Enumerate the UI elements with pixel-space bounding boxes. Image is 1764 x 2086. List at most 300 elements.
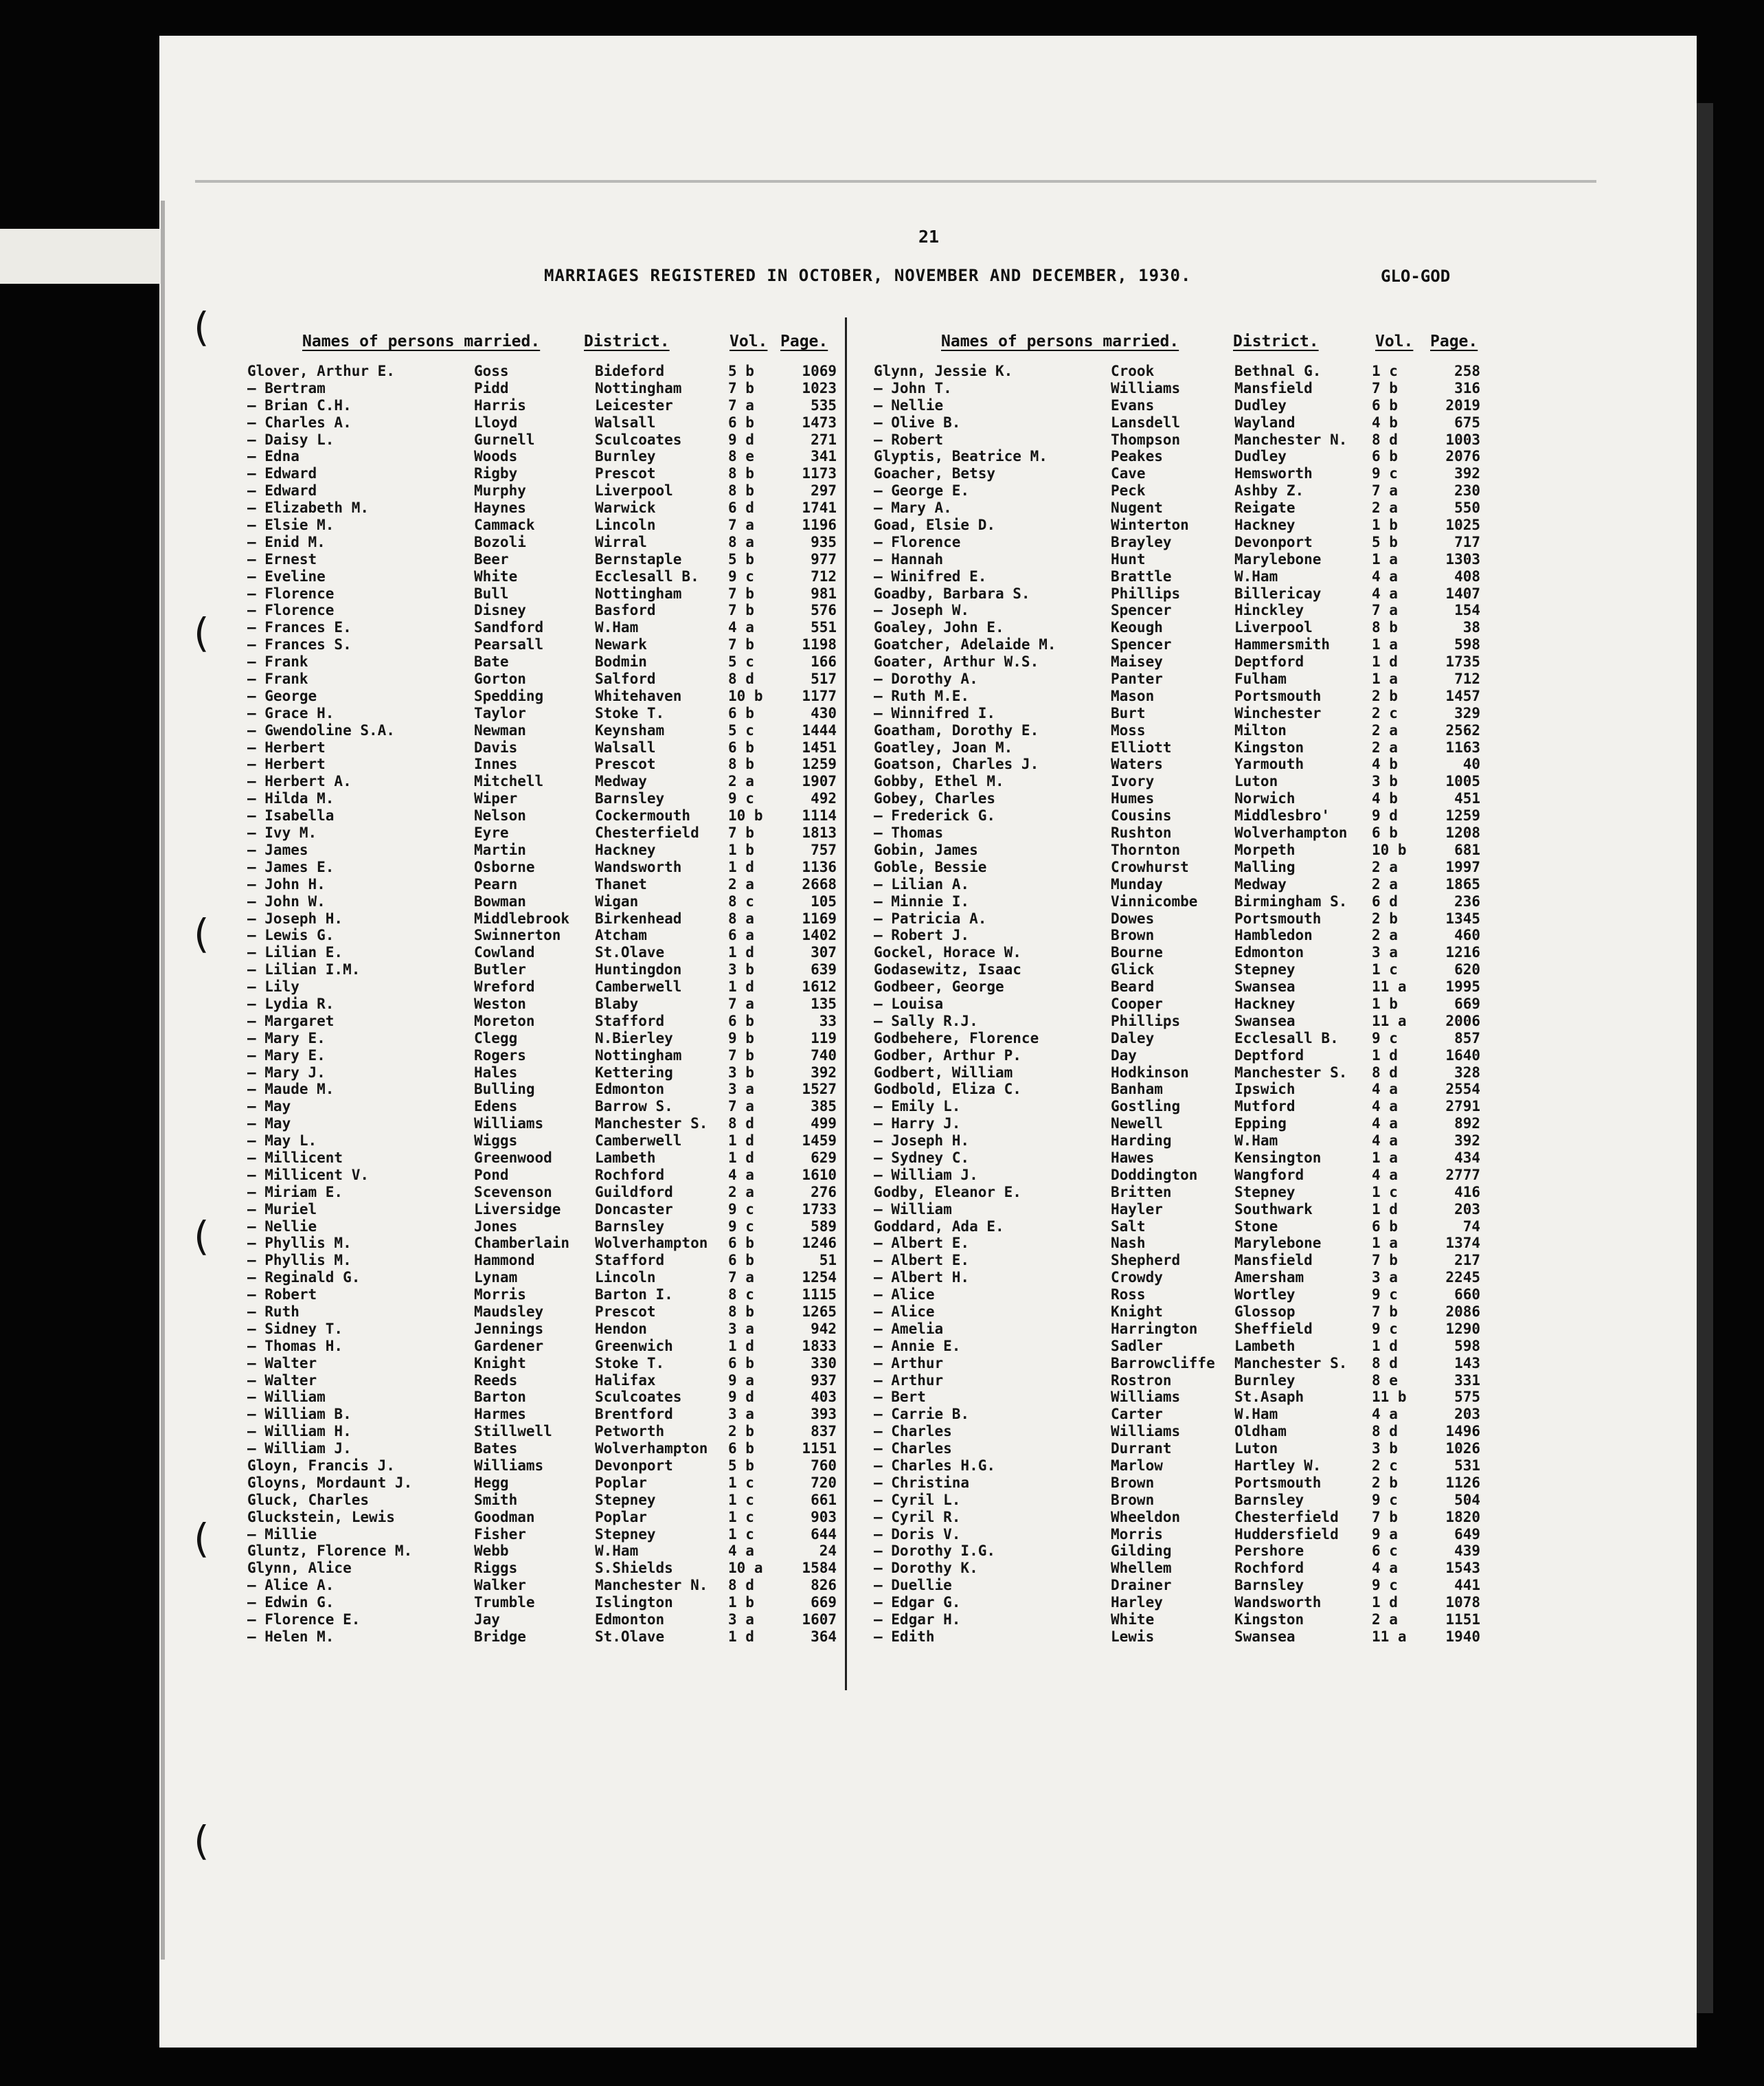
- entry-spouse-surname: Shepherd: [1111, 1252, 1181, 1269]
- entry-volume: 8 e: [1372, 1371, 1398, 1389]
- entry-name: — Thomas H.: [247, 1337, 343, 1354]
- entry-page: 1208: [1445, 825, 1480, 842]
- entry-district: Hemsworth: [1234, 465, 1313, 482]
- entry-spouse-surname: Morris: [1111, 1525, 1163, 1543]
- entry-volume: 3 b: [1372, 773, 1398, 790]
- entry-page: 1126: [1445, 1474, 1480, 1491]
- entry-name: — Dorothy I.G.: [874, 1543, 996, 1560]
- entry-spouse-surname: Goodman: [474, 1508, 535, 1525]
- entry-volume: 6 a: [728, 927, 754, 944]
- entry-district: Kingston: [1234, 1611, 1304, 1628]
- entry-page: 857: [1454, 1029, 1480, 1046]
- entry-name: — Lilian A.: [874, 875, 970, 893]
- entry-volume: 2 b: [728, 1423, 754, 1440]
- entry-spouse-surname: Dowes: [1111, 910, 1155, 927]
- entry-volume: 2 a: [1372, 721, 1398, 739]
- entry-volume: 2 b: [1372, 687, 1398, 704]
- entry-name: — Albert H.: [874, 1269, 970, 1286]
- entry-volume: 10 b: [728, 687, 763, 704]
- entry-spouse-surname: Barrowcliffe: [1111, 1354, 1215, 1371]
- entry-district: Prescot: [595, 465, 656, 482]
- entry-page: 329: [1454, 704, 1480, 721]
- entry-volume: 5 c: [728, 653, 754, 671]
- entry-name: — Gwendoline S.A.: [247, 721, 395, 739]
- entry-volume: 6 b: [728, 1012, 754, 1029]
- entry-name: — Sally R.J.: [874, 1012, 978, 1029]
- entry-district: Hartley W.: [1234, 1457, 1322, 1474]
- entry-spouse-surname: Gilding: [1111, 1543, 1172, 1560]
- entry-district: Barnsley: [1234, 1577, 1304, 1594]
- entry-name: Godasewitz, Isaac: [874, 961, 1021, 978]
- entry-name: — Helen M.: [247, 1628, 335, 1645]
- entry-page: 1151: [1445, 1611, 1480, 1628]
- entry-name: — Frances E.: [247, 619, 352, 636]
- entry-page: 2562: [1445, 721, 1480, 739]
- entry-name: — Dorothy K.: [874, 1560, 978, 1577]
- entry-district: Glossop: [1234, 1303, 1296, 1320]
- entry-district: Stoke T.: [595, 1354, 665, 1371]
- entry-name: — Alice A.: [247, 1577, 335, 1594]
- entry-name: Glover, Arthur E.: [247, 363, 395, 379]
- entry-name: — Bert: [874, 1389, 926, 1406]
- entry-spouse-surname: Spencer: [1111, 636, 1172, 653]
- entry-district: Rochford: [595, 1166, 665, 1183]
- entry-page: 297: [811, 482, 837, 500]
- entry-volume: 2 a: [1372, 739, 1398, 756]
- entry-spouse-surname: Harding: [1111, 1132, 1172, 1149]
- entry-name: — Reginald G.: [247, 1269, 361, 1286]
- entry-spouse-surname: Ivory: [1111, 773, 1155, 790]
- entry-volume: 9 a: [1372, 1525, 1398, 1543]
- entry-district: Nottingham: [595, 379, 682, 396]
- entry-name: — Charles: [874, 1440, 952, 1457]
- entry-page: 1115: [802, 1286, 837, 1303]
- entry-spouse-surname: Hammond: [474, 1252, 535, 1269]
- entry-page: 598: [1454, 1337, 1480, 1354]
- entry-page: 1023: [802, 379, 837, 396]
- entry-volume: 6 b: [728, 1440, 754, 1457]
- entry-page: 717: [1454, 533, 1480, 550]
- entry-spouse-surname: Reeds: [474, 1371, 518, 1389]
- entry-district: Portsmouth: [1234, 910, 1322, 927]
- entry-volume: 7 b: [1372, 1252, 1398, 1269]
- entry-spouse-surname: Osborne: [474, 858, 535, 875]
- entry-page: 1025: [1445, 517, 1480, 534]
- entry-page: 1003: [1445, 431, 1480, 448]
- header-district: District.: [1233, 333, 1319, 350]
- entry-spouse-surname: Doddington: [1111, 1166, 1198, 1183]
- entry-district: Hambledon: [1234, 927, 1313, 944]
- entry-spouse-surname: Wiper: [474, 790, 518, 807]
- entry-name: — Alice: [874, 1303, 935, 1320]
- entry-district: Southwark: [1234, 1200, 1313, 1218]
- entry-volume: 8 b: [728, 1303, 754, 1320]
- entry-page: 1303: [1445, 550, 1480, 568]
- entry-volume: 1 b: [728, 841, 754, 858]
- entry-name: Goble, Bessie: [874, 858, 987, 875]
- entry-volume: 6 b: [1372, 825, 1398, 842]
- entry-page: 1813: [802, 825, 837, 842]
- entry-name: — George E.: [874, 482, 970, 500]
- entry-spouse-surname: Lewis: [1111, 1628, 1155, 1645]
- entry-name: — Olive B.: [874, 414, 961, 431]
- entry-spouse-surname: Peakes: [1111, 448, 1163, 465]
- entry-volume: 1 d: [728, 978, 754, 996]
- entry-volume: 1 c: [728, 1474, 754, 1491]
- entry-district: Portsmouth: [1234, 687, 1322, 704]
- entry-district: Ashby Z.: [1234, 482, 1304, 500]
- entry-district: Hackney: [595, 841, 656, 858]
- entry-volume: 11 b: [1372, 1389, 1407, 1406]
- entry-page: 1246: [802, 1235, 837, 1252]
- entry-volume: 2 a: [728, 875, 754, 893]
- entry-page: 576: [811, 602, 837, 619]
- entry-page: 661: [811, 1491, 837, 1508]
- entry-name: Goacher, Betsy: [874, 465, 996, 482]
- entry-volume: 8 a: [728, 533, 754, 550]
- entry-volume: 7 a: [728, 1098, 754, 1115]
- entry-spouse-surname: Vinnicombe: [1111, 893, 1198, 910]
- entry-spouse-surname: Fisher: [474, 1525, 526, 1543]
- entry-volume: 6 b: [1372, 1218, 1398, 1235]
- entry-spouse-surname: Gostling: [1111, 1098, 1181, 1115]
- entry-district: Poplar: [595, 1508, 647, 1525]
- entry-page: 1402: [802, 927, 837, 944]
- entry-page: 328: [1454, 1064, 1480, 1081]
- entry-name: — Herbert A.: [247, 773, 352, 790]
- entry-page: 757: [811, 841, 837, 858]
- entry-volume: 2 c: [1372, 1457, 1398, 1474]
- entry-district: Wandsworth: [1234, 1594, 1322, 1611]
- entry-volume: 5 c: [728, 721, 754, 739]
- entry-volume: 3 a: [728, 1406, 754, 1423]
- entry-volume: 6 b: [728, 414, 754, 431]
- entry-volume: 6 b: [1372, 448, 1398, 465]
- entry-district: Bideford: [595, 363, 665, 379]
- entry-district: Reigate: [1234, 500, 1296, 517]
- entry-volume: 4 a: [728, 1166, 754, 1183]
- entry-name: Gloyns, Mordaunt J.: [247, 1474, 413, 1491]
- entry-name: — Charles A.: [247, 414, 352, 431]
- entry-page: 1607: [802, 1611, 837, 1628]
- entry-district: Manchester N.: [595, 1577, 708, 1594]
- entry-volume: 3 b: [1372, 1440, 1398, 1457]
- entry-page: 1216: [1445, 944, 1480, 961]
- entry-spouse-surname: Cooper: [1111, 995, 1163, 1012]
- entry-name: — Edna: [247, 448, 299, 465]
- entry-page: 1995: [1445, 978, 1480, 996]
- binding-ring: (: [194, 1817, 210, 1864]
- entry-name: — Charles: [874, 1423, 952, 1440]
- entry-page: 629: [811, 1149, 837, 1166]
- entry-spouse-surname: Innes: [474, 756, 518, 773]
- entry-district: Newark: [595, 636, 647, 653]
- register-page: [159, 36, 1697, 2048]
- entry-page: 2076: [1445, 448, 1480, 465]
- entry-district: Thanet: [595, 875, 647, 893]
- entry-page: 551: [811, 619, 837, 636]
- entry-volume: 2 a: [1372, 500, 1398, 517]
- entry-district: St.Olave: [595, 944, 665, 961]
- entry-page: 1833: [802, 1337, 837, 1354]
- entry-page: 589: [811, 1218, 837, 1235]
- entry-spouse-surname: Crook: [1111, 363, 1155, 379]
- entry-name: — Joseph W.: [874, 602, 970, 619]
- entry-name: Gluckstein, Lewis: [247, 1508, 395, 1525]
- entry-volume: 2 b: [1372, 1474, 1398, 1491]
- entry-spouse-surname: Morris: [474, 1286, 526, 1303]
- entry-spouse-surname: Williams: [1111, 1423, 1181, 1440]
- entry-district: W.Ham: [595, 1543, 639, 1560]
- entry-name: — Patricia A.: [874, 910, 987, 927]
- entry-volume: 8 b: [728, 756, 754, 773]
- entry-name: — Herbert: [247, 739, 326, 756]
- entry-spouse-surname: Winterton: [1111, 517, 1189, 534]
- entry-name: — Annie E.: [874, 1337, 961, 1354]
- entry-page: 258: [1454, 363, 1480, 379]
- entry-spouse-surname: Newman: [474, 721, 526, 739]
- entry-district: Camberwell: [595, 1132, 682, 1149]
- entry-name: — Florence: [247, 585, 335, 602]
- entry-spouse-surname: Knight: [474, 1354, 526, 1371]
- entry-page: 105: [811, 893, 837, 910]
- entry-page: 669: [811, 1594, 837, 1611]
- entry-district: Basford: [595, 602, 656, 619]
- entry-volume: 5 b: [728, 550, 754, 568]
- entry-name: — George: [247, 687, 317, 704]
- entry-district: Kingston: [1234, 739, 1304, 756]
- entry-volume: 3 a: [1372, 944, 1398, 961]
- entry-volume: 6 c: [1372, 1543, 1398, 1560]
- entry-name: — Millie: [247, 1525, 317, 1543]
- entry-volume: 8 e: [728, 448, 754, 465]
- entry-spouse-surname: Moreton: [474, 1012, 535, 1029]
- entry-page: 1069: [802, 363, 837, 379]
- entry-district: Winchester: [1234, 704, 1322, 721]
- entry-district: W.Ham: [1234, 1132, 1278, 1149]
- entry-name: Glynn, Jessie K.: [874, 363, 1013, 379]
- entry-page: 1198: [802, 636, 837, 653]
- entry-district: Cockermouth: [595, 807, 691, 825]
- entry-district: W.Ham: [1234, 568, 1278, 585]
- entry-volume: 1 d: [728, 944, 754, 961]
- binding-ring: (: [194, 1515, 210, 1562]
- entry-district: Lincoln: [595, 517, 656, 534]
- entry-spouse-surname: Pearn: [474, 875, 518, 893]
- entry-spouse-surname: Rushton: [1111, 825, 1172, 842]
- entry-page: 166: [811, 653, 837, 671]
- entry-name: — Mary E.: [247, 1046, 326, 1064]
- entry-volume: 7 a: [728, 396, 754, 414]
- header-page: Page.: [780, 333, 828, 350]
- entry-page: 2019: [1445, 396, 1480, 414]
- entry-spouse-surname: Harrington: [1111, 1320, 1198, 1337]
- entry-district: Epping: [1234, 1115, 1287, 1132]
- entry-spouse-surname: Woods: [474, 448, 518, 465]
- entry-name: — Arthur: [874, 1354, 944, 1371]
- header-district: District.: [584, 333, 670, 350]
- entry-volume: 1 d: [728, 1149, 754, 1166]
- entry-spouse-surname: Cave: [1111, 465, 1146, 482]
- entry-district: Prescot: [595, 1303, 656, 1320]
- entry-volume: 3 a: [1372, 1269, 1398, 1286]
- entry-volume: 4 b: [1372, 790, 1398, 807]
- binding-tab: [0, 229, 159, 284]
- entry-name: — Ivy M.: [247, 825, 317, 842]
- entry-name: — Lilian E.: [247, 944, 343, 961]
- page-title: MARRIAGES REGISTERED IN OCTOBER, NOVEMBER AND DECEMBER, 1930.: [544, 266, 1192, 285]
- entry-district: Barnsley: [1234, 1491, 1304, 1508]
- entry-page: 51: [819, 1252, 837, 1269]
- entry-district: Barnsley: [595, 790, 665, 807]
- entry-volume: 7 b: [728, 585, 754, 602]
- entry-spouse-surname: Brattle: [1111, 568, 1172, 585]
- entry-page: 1259: [802, 756, 837, 773]
- entry-page: 499: [811, 1115, 837, 1132]
- entry-district: Whitehaven: [595, 687, 682, 704]
- entry-page: 1612: [802, 978, 837, 996]
- entry-district: Portsmouth: [1234, 1474, 1322, 1491]
- entry-volume: 4 a: [1372, 1166, 1398, 1183]
- entry-volume: 9 a: [728, 1371, 754, 1389]
- entry-name: — Thomas: [874, 825, 944, 842]
- entry-district: Luton: [1234, 1440, 1278, 1457]
- entry-volume: 1 d: [728, 1337, 754, 1354]
- entry-district: Greenwich: [595, 1337, 673, 1354]
- entry-spouse-surname: Spedding: [474, 687, 544, 704]
- entry-spouse-surname: Brown: [1111, 1491, 1155, 1508]
- entry-district: Mutford: [1234, 1098, 1296, 1115]
- entry-volume: 8 d: [728, 1577, 754, 1594]
- entry-spouse-surname: Bulling: [474, 1081, 535, 1098]
- entry-name: — Albert E.: [874, 1252, 970, 1269]
- entry-volume: 9 c: [1372, 1577, 1398, 1594]
- entry-district: Bethnal G.: [1234, 363, 1322, 379]
- entry-volume: 2 c: [1372, 704, 1398, 721]
- entry-spouse-surname: Moss: [1111, 721, 1146, 739]
- entry-district: Sheffield: [1234, 1320, 1313, 1337]
- entry-page: 1173: [802, 465, 837, 482]
- entry-district: W.Ham: [595, 619, 639, 636]
- entry-page: 408: [1454, 568, 1480, 585]
- entry-spouse-surname: Jennings: [474, 1320, 544, 1337]
- entry-name: — William: [874, 1200, 952, 1218]
- entry-name: — Winnifred I.: [874, 704, 996, 721]
- entry-spouse-surname: Middlebrook: [474, 910, 570, 927]
- entry-district: Nottingham: [595, 1046, 682, 1064]
- entry-name: — Florence: [247, 602, 335, 619]
- entry-page: 1584: [802, 1560, 837, 1577]
- entry-volume: 6 b: [728, 739, 754, 756]
- entry-name: — Robert J.: [874, 927, 970, 944]
- entry-page: 1169: [802, 910, 837, 927]
- entry-district: Wirral: [595, 533, 647, 550]
- entry-name: — Alice: [874, 1286, 935, 1303]
- entry-name: — Walter: [247, 1371, 317, 1389]
- entry-district: W.Ham: [1234, 1406, 1278, 1423]
- entry-district: Walsall: [595, 414, 656, 431]
- entry-page: 40: [1462, 756, 1480, 773]
- entry-name: — Enid M.: [247, 533, 326, 550]
- entry-spouse-surname: Spencer: [1111, 602, 1172, 619]
- entry-page: 492: [811, 790, 837, 807]
- entry-spouse-surname: Panter: [1111, 671, 1163, 688]
- entry-spouse-surname: Bozoli: [474, 533, 526, 550]
- entry-district: Wolverhampton: [595, 1440, 708, 1457]
- entry-district: Blaby: [595, 995, 639, 1012]
- entry-name: — Amelia: [874, 1320, 944, 1337]
- entry-page: 1741: [802, 500, 837, 517]
- entry-name: — William J.: [247, 1440, 352, 1457]
- entry-district: Chesterfield: [1234, 1508, 1339, 1525]
- entry-volume: 9 d: [728, 431, 754, 448]
- entry-page: 977: [811, 550, 837, 568]
- entry-district: Lambeth: [595, 1149, 656, 1166]
- entry-district: Manchester S.: [595, 1115, 708, 1132]
- entry-spouse-surname: Wiggs: [474, 1132, 518, 1149]
- entry-spouse-surname: White: [1111, 1611, 1155, 1628]
- entry-page: 33: [819, 1012, 837, 1029]
- entry-page: 1407: [1445, 585, 1480, 602]
- entry-name: — Sidney T.: [247, 1320, 343, 1337]
- entry-volume: 7 b: [728, 1046, 754, 1064]
- entry-name: — Dorothy A.: [874, 671, 978, 688]
- entry-volume: 7 b: [1372, 1508, 1398, 1525]
- entry-name: — John T.: [874, 379, 952, 396]
- entry-spouse-surname: Knight: [1111, 1303, 1163, 1320]
- entry-spouse-surname: Phillips: [1111, 585, 1181, 602]
- entry-page: 1907: [802, 773, 837, 790]
- entry-page: 660: [1454, 1286, 1480, 1303]
- entry-page: 364: [811, 1628, 837, 1645]
- entry-page: 1136: [802, 858, 837, 875]
- entry-page: 892: [1454, 1115, 1480, 1132]
- entry-spouse-surname: Brown: [1111, 927, 1155, 944]
- entry-page: 981: [811, 585, 837, 602]
- entry-district: Camberwell: [595, 978, 682, 996]
- entry-spouse-surname: Harris: [474, 396, 526, 414]
- entry-district: Ipswich: [1234, 1081, 1296, 1098]
- entry-volume: 9 c: [728, 790, 754, 807]
- entry-volume: 1 c: [728, 1525, 754, 1543]
- entry-volume: 8 d: [728, 1115, 754, 1132]
- entry-spouse-surname: Barton: [474, 1389, 526, 1406]
- entry-volume: 7 b: [728, 825, 754, 842]
- entry-name: — Maude M.: [247, 1081, 335, 1098]
- entry-district: Doncaster: [595, 1200, 673, 1218]
- entry-name: — Hilda M.: [247, 790, 335, 807]
- entry-district: Luton: [1234, 773, 1278, 790]
- entry-district: Mansfield: [1234, 379, 1313, 396]
- entry-spouse-surname: Edens: [474, 1098, 518, 1115]
- entry-district: Stepney: [1234, 961, 1296, 978]
- entry-volume: 9 c: [728, 1200, 754, 1218]
- entry-page: 2554: [1445, 1081, 1480, 1098]
- entry-page: 903: [811, 1508, 837, 1525]
- entry-name: Goatham, Dorothy E.: [874, 721, 1039, 739]
- entry-name: Gockel, Horace W.: [874, 944, 1021, 961]
- entry-spouse-surname: Williams: [474, 1457, 544, 1474]
- entry-spouse-surname: Nugent: [1111, 500, 1163, 517]
- entry-spouse-surname: Rogers: [474, 1046, 526, 1064]
- binding-ring: (: [194, 609, 210, 656]
- entry-spouse-surname: Scevenson: [474, 1183, 552, 1200]
- entry-name: — Nellie: [247, 1218, 317, 1235]
- entry-volume: 9 c: [1372, 1320, 1398, 1337]
- entry-district: Edmonton: [595, 1081, 665, 1098]
- entry-spouse-surname: Banham: [1111, 1081, 1163, 1098]
- entry-spouse-surname: Harmes: [474, 1406, 526, 1423]
